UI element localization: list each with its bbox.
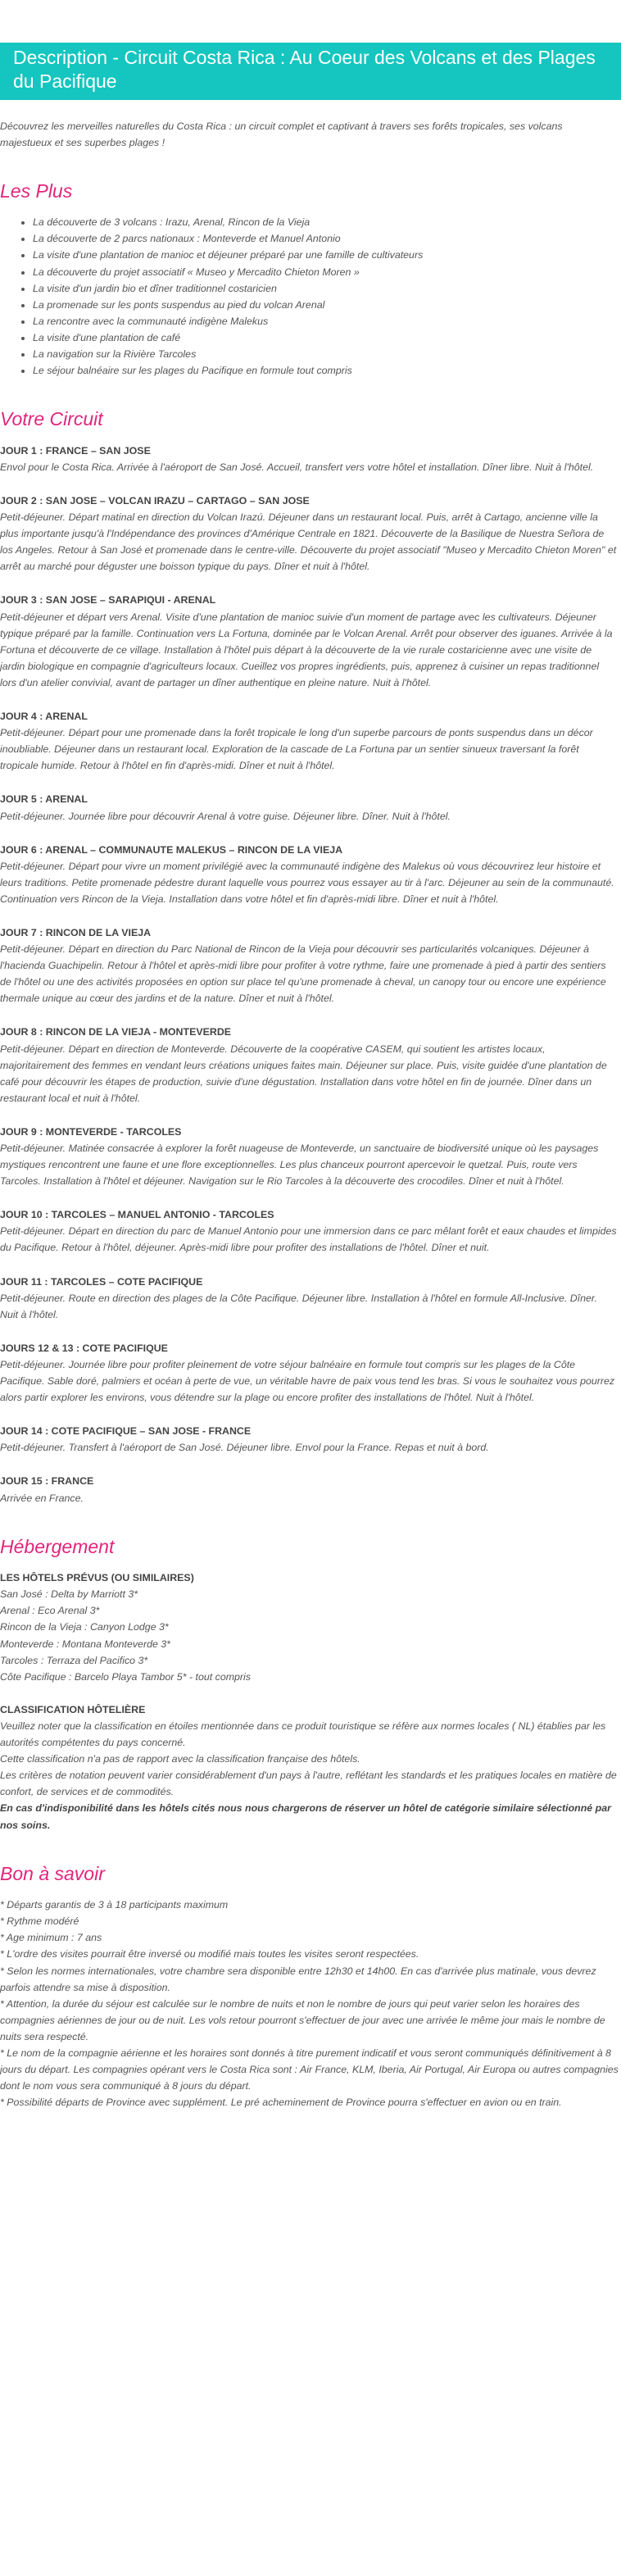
info-item: * L'ordre des visites pourrait être inversé ou modifié mais toutes les visites seront respectées. — [0, 1948, 419, 1960]
list-item: • La visite d'une plantation de manioc et déjeuner préparé par une famille de cultivateurs — [33, 247, 621, 263]
day-text: Petit-déjeuner. Départ pour vivre un moment privilégié avec la communauté indigène des Malekus où vous découvrirez leur histoire et leurs traditions. Petite promenade pédestre durant laquelle vous pourrez vous essayer au tir à l'arc. Déjeuner au sein de la communauté. Continuation vers Rincon de la Vieja. Installation dans votre hôtel et fin d'après-midi libre. Dîner et nuit à l'hôtel. — [0, 860, 614, 905]
day-block — [0, 1274, 621, 1323]
section-heading-bon-a-savoir: Bon à savoir — [0, 1862, 105, 1884]
day-text: Petit-déjeuner. Départ en direction du Parc National de Rincon de la Vieja pour découvrir ses particularités volcaniques. Déjeuner à l'hacienda Guachipelin. Retour à l'hôtel et après-midi libre pour profiter à votre rythme, faire une promenade à pied à partir des sentiers de l'hôtel ou une des activités proposées en option sur place tel qu'une promenade à cheval, un canopy tour ou encore une expérience thermale unique au cœur des jardins et de la nature. Dîner et nuit à l'hôtel. — [0, 943, 606, 1005]
classification-note: En cas d'indisponibilité dans les hôtels cités nous nous chargerons de réserver un hôtel de catégorie similaire sélectionné par nos soins. — [0, 1802, 611, 1831]
hotel-item: San José : Delta by Marriott 3* — [0, 1588, 138, 1601]
page-title: Description - Circuit Costa Rica : Au Coeur des Volcans et des Plages du Pacifique — [0, 43, 621, 100]
day-block — [0, 1124, 621, 1189]
day-text: Envol pour le Costa Rica. Arrivée à l'aéroport de San José. Accueil, transfert vers votre hôtel et installation. Dîner libre. Nuit à l'hôtel. — [0, 461, 594, 473]
day-text: Petit-déjeuner. Route en direction des plages de la Côte Pacifique. Déjeuner libre. Installation à l'hôtel en formule All-Inclusive. Dîner. Nuit à l'hôtel. — [0, 1292, 597, 1320]
info-item: * Départs garantis de 3 à 18 participants maximum — [0, 1899, 229, 1911]
day-title: JOUR 11 : TARCOLES – COTE PACIFIQUE — [0, 1275, 203, 1288]
classification-block — [0, 1701, 621, 1833]
day-text: Petit-déjeuner. Journée libre pour profiter pleinement de votre séjour balnéaire en formule tout compris sur les plages de la Côte Pacifique. Sable doré, palmiers et océan à perte de vue, un véritable havre de paix vous tend les bras. Si vous le souhaitez vous pourrez alors partir explorer les environs, vous détendre sur la plage ou encore profiter des installations de l'hôtel. Nuit à l'hôtel. — [0, 1358, 615, 1404]
day-block — [0, 1024, 621, 1106]
day-title: JOUR 6 : ARENAL – COMMUNAUTE MALEKUS – RINCON DE LA VIEJA — [0, 843, 343, 856]
intro-text: Découvrez les merveilles naturelles du Costa Rica : un circuit complet et captivant à travers ses forêts tropicales, ses volcans majestueux et ses superbes plages ! — [0, 120, 563, 148]
info-item: * Rythme modéré — [0, 1915, 79, 1928]
day-block — [0, 925, 621, 1006]
hotel-item: Rincon de la Vieja : Canyon Lodge 3* — [0, 1621, 169, 1633]
day-title: JOUR 3 : SAN JOSE – SARAPIQUI - ARENAL — [0, 594, 216, 607]
day-block — [0, 592, 621, 691]
info-item: * Attention, la durée du séjour est calculée sur le nombre de nuits et non le nombre de jours qui peut varier selon les horaires des compagnies aériennes de jour ou de nuit. Les vols retour pourront s'effectuer de jour avec une arrivée le même jour mais le nombre de nuits sera respecté. — [0, 1997, 605, 2042]
hotels-block — [0, 1570, 621, 1685]
day-text: Petit-déjeuner. Départ pour une promenade dans la forêt tropicale le long d'un superbe parcours de ponts suspendus dans un décor inoubliable. Déjeuner dans un restaurant local. Exploration de la cascade de La Fortuna par un sentier sinueux traversant la forêt tropicale humide. Retour à l'hôtel en fin d'après-midi. Dîner et nuit à l'hôtel. — [0, 727, 593, 772]
day-text: Arrivée en France. — [0, 1492, 84, 1504]
day-text: Petit-déjeuner. Journée libre pour découvrir Arenal à votre guise. Déjeuner libre. Dîner. Nuit à l'hôtel. — [0, 810, 451, 822]
day-title: JOUR 5 : ARENAL — [0, 793, 88, 806]
day-block — [0, 443, 621, 475]
hotel-item: Côte Pacifique : Barcelo Playa Tambor 5* - tout compris — [0, 1670, 252, 1683]
day-block — [0, 493, 621, 575]
day-title: JOUR 10 : TARCOLES – MANUEL ANTONIO - TARCOLES — [0, 1209, 274, 1221]
day-title: JOURS 12 & 13 : COTE PACIFIQUE — [0, 1342, 168, 1354]
classification-text: Les critères de notation peuvent varier considérablement d'un pays à l'autre, reflétant les standards et les pratiques locales en matière de confort, de services et de commodités. — [0, 1770, 617, 1798]
day-text: Petit-déjeuner. Transfert à l'aéroport de San José. Déjeuner libre. Envol pour la France. Repas et nuit à bord. — [0, 1442, 489, 1454]
list-item: • La navigation sur la Rivière Tarcoles — [33, 346, 621, 362]
day-block — [0, 708, 621, 774]
day-block — [0, 842, 621, 907]
list-item: • La rencontre avec la communauté indigène Malekus — [33, 313, 621, 329]
info-item: * Selon les normes internationales, votre chambre sera disponible entre 12h30 et 14h00. En cas d'arrivée plus matinale, vous devrez parfois attendre sa mise à disposition. — [0, 1965, 596, 1993]
list-item: • La découverte de 3 volcans : Irazu, Arenal, Rincon de la Vieja — [33, 214, 621, 230]
plus-list — [0, 214, 621, 379]
info-item: * Possibilité départs de Province avec supplément. Le pré acheminement de Province pourra s'effectuer en avion ou en train. — [0, 2097, 562, 2109]
list-item: • La visite d'un jardin bio et dîner traditionnel costaricien — [33, 280, 621, 297]
hotel-item: Tarcoles : Terraza del Pacifico 3* — [0, 1654, 148, 1666]
day-title: JOUR 8 : RINCON DE LA VIEJA - MONTEVERDE — [0, 1026, 232, 1038]
day-title: JOUR 2 : SAN JOSE – VOLCAN IRAZU – CARTAGO – SAN JOSE — [0, 495, 310, 507]
list-item: • La visite d'une plantation de café — [33, 329, 621, 346]
section-heading-circuit: Votre Circuit — [0, 408, 103, 430]
day-title: JOUR 14 : COTE PACIFIQUE – SAN JOSE - FRANCE — [0, 1425, 252, 1438]
day-title: JOUR 15 : FRANCE — [0, 1475, 94, 1488]
day-text: Petit-déjeuner. Départ matinal en direction du Volcan Irazú. Déjeuner dans un restaurant local. Puis, arrêt à Cartago, ancienne ville la plus importante jusqu'à l'Indépendance des provinces d'Amérique Centrale en 1821. Découverte de la Basilique de Nuestra Señora de los Angeles. Retour à San José et promenade dans le centre-ville. Découverte du projet associatif "Museo y Mercadito Chieton Moren" et arrêt au marché pour déguster une boisson typique du pays. Dîner et nuit à l'hôtel. — [0, 511, 617, 573]
day-text: Petit-déjeuner. Départ en direction du parc de Manuel Antonio pour une immersion dans ce parc mêlant forêt et eaux chaudes et limpides du Pacifique. Retour à l'hôtel, déjeuner. Après-midi libre pour profiter des installations de l'hôtel. Dîner et nuit. — [0, 1225, 617, 1254]
classification-title: CLASSIFICATION HÔTELIÈRE — [0, 1703, 146, 1715]
hotel-item: Arenal : Eco Arenal 3* — [0, 1605, 100, 1617]
day-title: JOUR 4 : ARENAL — [0, 711, 88, 723]
list-item: • Le séjour balnéaire sur les plages du Pacifique en formule tout compris — [33, 362, 621, 379]
section-heading-hebergement: Hébergement — [0, 1535, 115, 1557]
section-heading-plus: Les Plus — [0, 179, 73, 202]
day-block — [0, 1473, 621, 1506]
day-text: Petit-déjeuner et départ vers Arenal. Visite d'une plantation de manioc suivie d'un moment de partage avec les cultivateurs. Déjeuner typique préparé par la famille. Continuation vers La Fortuna, dominée par le Volcan Arenal. Arrêt pour observer des iguanes. Arrivée à la Fortuna et découverte de ce village. Installation à l'hôtel puis départ à la découverte de la vie rurale costaricienne avec une visite de jardin biologique en compagnie d'agriculteurs locaux. Cueillez vos propres ingrédients, puis, apprenez à cuisiner un repas traditionnel lors d'un atelier convivial, avant de partager un dîner authentique en pleine nature. Nuit à l'hôtel. — [0, 611, 613, 688]
day-title: JOUR 9 : MONTEVERDE - TARCOLES — [0, 1125, 182, 1138]
day-text: Petit-déjeuner. Départ en direction de Monteverde. Découverte de la coopérative CASEM, qui soutient les artistes locaux, majoritairement des femmes en vendant leurs créations uniques faites main. Déjeuner sur place. Puis, visite guidée d'une plantation de café pour découvrir les étapes de production, suivie d'une dégustation. Installation dans votre hôtel en fin de journée. Dîner dans un restaurant local et nuit à l'hôtel. — [0, 1043, 607, 1104]
day-block — [0, 791, 621, 824]
info-item: * Le nom de la compagnie aérienne et les horaires sont donnés à titre purement indicatif et vous seront communiqués définitivement à 8 jours du départ. Les compagnies opérant vers le Costa Rica sont : Air France, KLM, Iberia, Air Portugal, Air Europa ou autres compagnies dont le nom vous sera communiqué à 8 jours du départ. — [0, 2047, 619, 2092]
list-item: • La découverte du projet associatif « Museo y Mercadito Chieton Moren » — [33, 264, 621, 280]
day-text: Petit-déjeuner. Matinée consacrée à explorer la forêt nuageuse de Monteverde, un sanctuaire de biodiversité unique où les paysages mystiques rencontrent une faune et une flore exceptionnelles. Les plus chanceux pourront apercevoir le quetzal. Puis, route vers Tarcoles. Installation à l'hôtel et déjeuner. Navigation sur le Rio Tarcoles à la découverte des crocodiles. Dîner et nuit à l'hôtel. — [0, 1143, 599, 1188]
bon-a-savoir-block — [0, 1897, 621, 2110]
classification-text: Cette classification n'a pas de rapport avec la classification française des hôtels. — [0, 1753, 360, 1765]
day-block — [0, 1423, 621, 1456]
list-item: • La découverte de 2 parcs nationaux : Monteverde et Manuel Antonio — [33, 230, 621, 247]
info-item: * Age minimum : 7 ans — [0, 1932, 102, 1944]
hotels-title: LES HÔTELS PRÉVUS (OU SIMILAIRES) — [0, 1572, 194, 1584]
classification-text: Veuillez noter que la classification en étoiles mentionnée dans ce produit touristique se réfère aux normes locales ( NL) établies par les autorités compétentes du pays concerné. — [0, 1720, 606, 1749]
day-title: JOUR 7 : RINCON DE LA VIEJA — [0, 926, 152, 938]
list-item: • La promenade sur les ponts suspendus au pied du volcan Arenal — [33, 297, 621, 313]
day-block — [0, 1340, 621, 1406]
day-block — [0, 1206, 621, 1256]
day-title: JOUR 1 : FRANCE – SAN JOSE — [0, 444, 151, 457]
hotel-item: Monteverde : Montana Monteverde 3* — [0, 1638, 171, 1650]
